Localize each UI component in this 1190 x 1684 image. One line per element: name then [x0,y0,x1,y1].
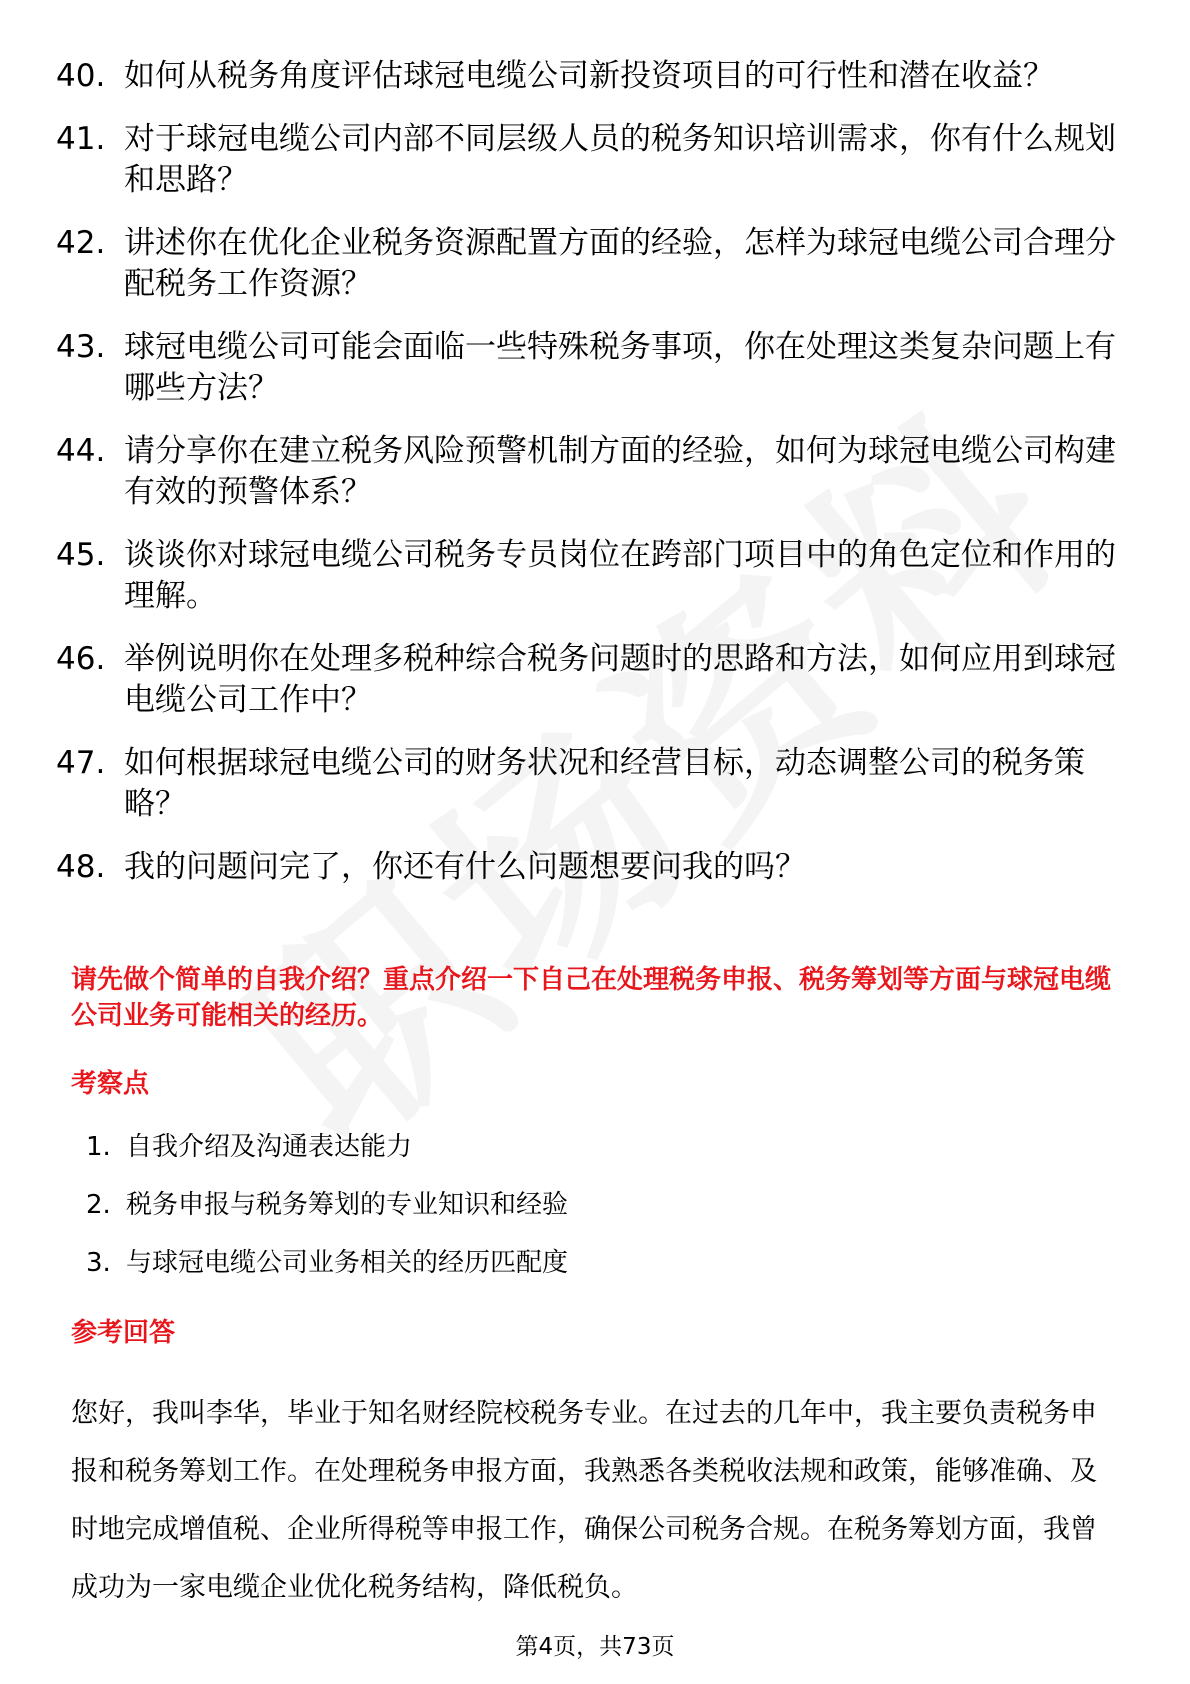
assessment-list [86,1130,986,1304]
page-footer: 第4页，共73页 [515,1634,675,1660]
question-number: 47. [56,745,106,781]
reference-title: 参考回答 [71,1318,176,1348]
question-text: 如何从税务角度评估球冠电缆公司新投资项目的可行性和潜在收益？ [124,58,1054,94]
question-headline: 请先做个简单的自我介绍？重点介绍一下自己在处理税务申报、税务筹划等方面与球冠电缆公司业务可能相关的经历。 [71,965,1112,1031]
reference-answer: 您好，我叫李华，毕业于知名财经院校税务专业。在过去的几年中，我主要负责税务申报和税务筹划工作。在处理税务申报方面，我熟悉各类税收法规和政策，能够准确、及时地完成增值税、企业所得税等申报工作，确保公司税务合规。在税务筹划方面，我曾成功为一家电缆企业优化税务结构，降低税负。 [71,1398,1097,1603]
question-text: 讲述你在优化企业税务资源配置方面的经验，怎样为球冠电缆公司合理分配税务工作资源？ [124,225,1116,302]
question-item [56,223,1116,305]
assessment-number: 3. [86,1248,111,1278]
question-number: 42. [56,225,106,261]
question-text: 谈谈你对球冠电缆公司税务专员岗位在跨部门项目中的角色定位和作用的理解。 [124,537,1116,614]
question-number: 44. [56,433,106,469]
assessment-item [86,1188,986,1246]
question-item [56,847,1116,888]
question-item [56,56,1116,97]
question-item [56,431,1116,513]
question-number: 41. [56,121,106,157]
question-item [56,119,1116,201]
assessment-item [86,1130,986,1188]
question-text: 如何根据球冠电缆公司的财务状况和经营目标，动态调整公司的税务策略？ [124,745,1085,822]
assessment-number: 1. [86,1132,111,1162]
question-number: 48. [56,849,106,885]
question-number: 43. [56,329,106,365]
question-item [56,535,1116,617]
assessment-number: 2. [86,1190,111,1220]
question-text: 球冠电缆公司可能会面临一些特殊税务事项，你在处理这类复杂问题上有哪些方法？ [124,329,1116,406]
question-number: 45. [56,537,106,573]
question-item [56,743,1116,825]
question-number: 40. [56,58,106,94]
assessment-text: 与球冠电缆公司业务相关的经历匹配度 [126,1248,569,1278]
question-item [56,639,1116,721]
assessment-text: 税务申报与税务筹划的专业知识和经验 [126,1190,569,1220]
question-number: 46. [56,641,106,677]
assessment-text: 自我介绍及沟通表达能力 [126,1132,413,1162]
assessment-item [86,1246,986,1304]
question-text: 请分享你在建立税务风险预警机制方面的经验，如何为球冠电缆公司构建有效的预警体系？ [124,433,1116,510]
question-list [56,56,1116,910]
assessment-title: 考察点 [71,1069,150,1099]
question-text: 对于球冠电缆公司内部不同层级人员的税务知识培训需求，你有什么规划和思路？ [124,121,1116,198]
question-item [56,327,1116,409]
question-text: 举例说明你在处理多税种综合税务问题时的思路和方法，如何应用到球冠电缆公司工作中？ [124,641,1116,718]
question-text: 我的问题问完了，你还有什么问题想要问我的吗？ [124,849,806,885]
